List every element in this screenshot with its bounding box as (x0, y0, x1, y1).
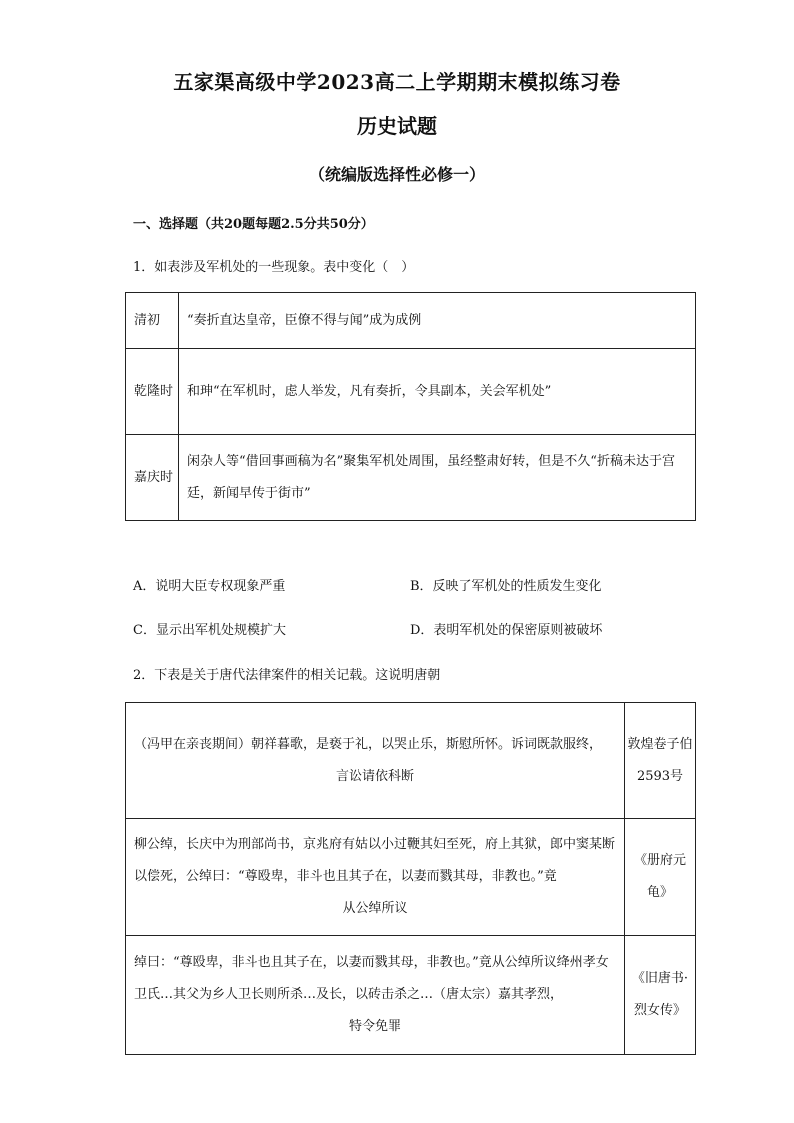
table-row (126, 703, 696, 819)
question-2-table (125, 702, 696, 1055)
record-text: 绰曰：“尊殴卑，非斗也且其子在，以妻而戮其母，非教也。”竟从公绰所议绛州孝女卫氏…其父为乡人卫长则所杀…及长，以砖击杀之…（唐太宗）嘉其孝烈， (134, 955, 609, 1002)
era-cell: 清初 (126, 293, 179, 349)
record-cell (126, 936, 625, 1055)
question-1-table (125, 292, 696, 521)
exam-edition: （统编版选择性必修一） (308, 165, 485, 184)
record-text-end: 言讼请依科断 (335, 768, 414, 784)
record-text: 柳公绰，长庆中为刑部尚书，京兆府有姑以小过鞭其妇至死，府上其狱，郎中窦某断以偿死，公绰曰：“尊殴卑，非斗也且其子在，以妻而戮其母，非教也。”竟 (134, 837, 616, 884)
record-text-end: 特令免罪 (348, 1019, 401, 1034)
option-b[interactable]: B．反映了军机处的性质发生变化 (410, 579, 602, 594)
event-cell: 闲杂人等“借回事画稿为名”聚集军机处周围，虽经整肃好转，但是不久“折稿未达于宫廷，新闻早传于街市” (179, 435, 696, 521)
event-cell: 和珅“在军机时，虑人举发，凡有奏折，令具副本，关会军机处” (179, 349, 696, 435)
exam-title: 五家渠高级中学2023高二上学期期末模拟练习卷 (173, 70, 621, 94)
table-row (126, 293, 696, 349)
source-cell: 《旧唐书·烈女传》 (625, 936, 696, 1055)
era-cell: 嘉庆时 (126, 435, 179, 521)
exam-subject: 历史试题 (357, 114, 437, 138)
table-row (126, 936, 696, 1055)
option-d[interactable]: D．表明军机处的保密原则被破坏 (410, 623, 603, 638)
record-text-end: 从公绰所议 (342, 901, 408, 916)
question-2-stem: 2．下表是关于唐代法律案件的相关记载。这说明唐朝 (133, 668, 441, 683)
record-cell (126, 819, 625, 936)
table-row (126, 349, 696, 435)
table-row (126, 435, 696, 521)
source-cell: 敦煌卷子伯2593号 (625, 703, 696, 819)
event-cell: “奏折直达皇帝，臣僚不得与闻”成为成例 (179, 293, 696, 349)
option-a[interactable]: A．说明大臣专权现象严重 (133, 579, 286, 594)
option-c[interactable]: C．显示出军机处规模扩大 (133, 623, 286, 638)
record-text: （冯甲在亲丧期间）朝祥暮歌，是亵于礼，以哭止乐，斯慰所怀。诉词既款服终， (134, 736, 603, 752)
record-cell (126, 703, 625, 819)
table-row (126, 819, 696, 936)
era-cell: 乾隆时 (126, 349, 179, 435)
source-cell: 《册府元龟》 (625, 819, 696, 936)
question-1-stem: 1．如表涉及军机处的一些现象。表中变化（ ） (133, 260, 415, 275)
section-heading: 一、选择题（共20题每题2.5分共50分） (133, 217, 374, 232)
